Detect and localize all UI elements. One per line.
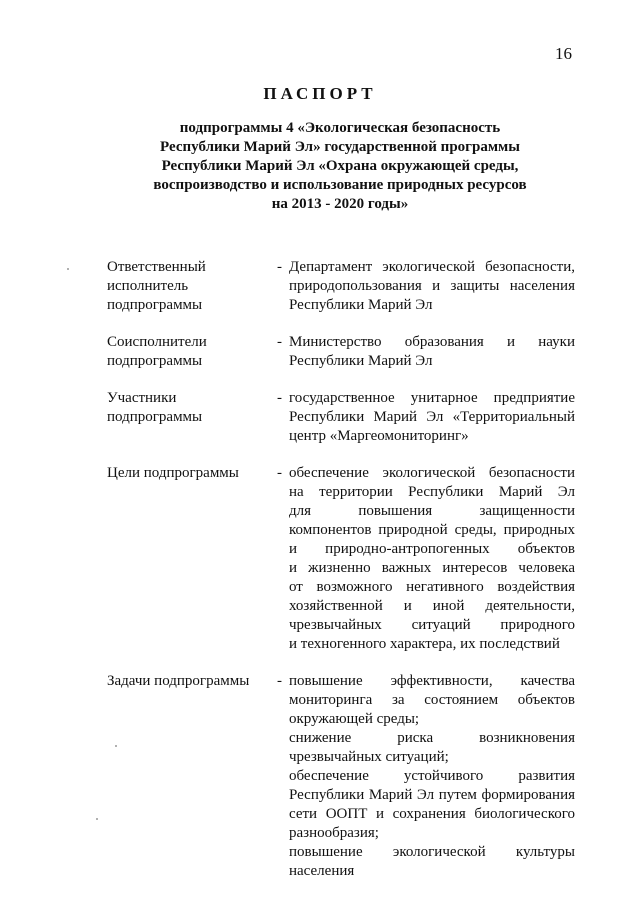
row-content-line: Республики Марий Эл [289,353,433,369]
heading-line: на 2013 - 2020 годы» [271,196,409,212]
row-label-line: подпрограммы [107,409,203,425]
passport-row-goals [0,464,640,654]
row-content [289,258,575,315]
row-content [289,464,575,654]
row-content-line: разнообразия; [289,825,379,841]
row-content-line: центр «Маргеомониторинг» [289,428,469,444]
row-content-line: снижение риска возникновения [289,730,575,746]
row-content-line: природопользования и защиты населения [289,278,575,294]
row-label-line: Задачи подпрограммы [107,673,250,689]
row-dash: - [277,465,282,481]
heading-line: воспроизводство и использование природных ресурсов [153,177,527,193]
heading-line: Республики Марий Эл» государственной программы [160,139,520,155]
row-content-line: на территории Республики Марий Эл [289,484,575,500]
row-content-line: населения [289,863,355,879]
row-content-line: для повышения защищенности [289,503,575,519]
row-dash: - [277,259,282,275]
heading-line: подпрограммы 4 «Экологическая безопасность [179,120,501,136]
row-content-line: и жизненно важных интересов человека [289,560,575,576]
document-title: ПАСПОРТ [263,84,377,103]
scan-speck [115,745,117,747]
row-dash: - [277,673,282,689]
row-content-line: окружающей среды; [289,711,420,727]
row-label-line: Ответственный [107,259,206,275]
row-content-line: сети ООПТ и сохранения биологического [289,806,575,822]
row-content-line: хозяйственной и иной деятельности, [289,598,575,614]
row-content [289,672,575,881]
row-content-line: обеспечение устойчивого развития [289,768,575,784]
row-content-line: чрезвычайных ситуаций; [289,749,449,765]
row-dash: - [277,390,282,406]
row-content-line: повышение эффективности, качества [289,673,575,689]
row-label-line: Участники [107,390,177,406]
row-dash: - [277,334,282,350]
scan-speck [67,268,69,270]
row-content-line: компонентов природной среды, природных [289,522,575,538]
passport-row-responsible [0,258,640,315]
row-content-line: Департамент экологической безопасности, [289,259,575,275]
row-label-line: подпрограммы [107,353,203,369]
row-content-line: чрезвычайных ситуаций природного [289,617,575,633]
row-content [289,389,575,446]
row-label [107,258,267,315]
row-content-line: Республики Марий Эл «Территориальный [289,409,575,425]
passport-row-co-executors [0,333,640,371]
passport-row-participants [0,389,640,446]
row-label-line: подпрограммы [107,297,203,313]
document-heading [100,119,580,214]
row-label-line: Цели подпрограммы [107,465,239,481]
passport-table [0,258,640,881]
row-content-line: повышение экологической культуры [289,844,575,860]
scan-speck [96,818,98,820]
page-number: 16 [555,44,572,63]
row-content-line: Республики Марий Эл [289,297,433,313]
row-content-line: Министерство образования и науки [289,334,575,350]
row-content-line: мониторинга за состоянием объектов [289,692,575,708]
row-content-line: государственное унитарное предприятие [289,390,575,406]
row-content-line: Республики Марий Эл путем формирования [289,787,575,803]
row-label [107,389,267,427]
row-content-line: и техногенного характера, их последствий [289,636,560,652]
row-content-line: и природно-антропогенных объектов [289,541,575,557]
passport-row-tasks [0,672,640,881]
heading-line: Республики Марий Эл «Охрана окружающей среды, [161,158,519,174]
row-label [107,672,267,691]
row-content [289,333,575,371]
row-content-line: обеспечение экологической безопасности [289,465,575,481]
row-label-line: исполнитель [107,278,189,294]
row-content-line: от возможного негативного воздействия [289,579,575,595]
row-label [107,464,267,483]
row-label [107,333,267,371]
row-label-line: Соисполнители [107,334,207,350]
